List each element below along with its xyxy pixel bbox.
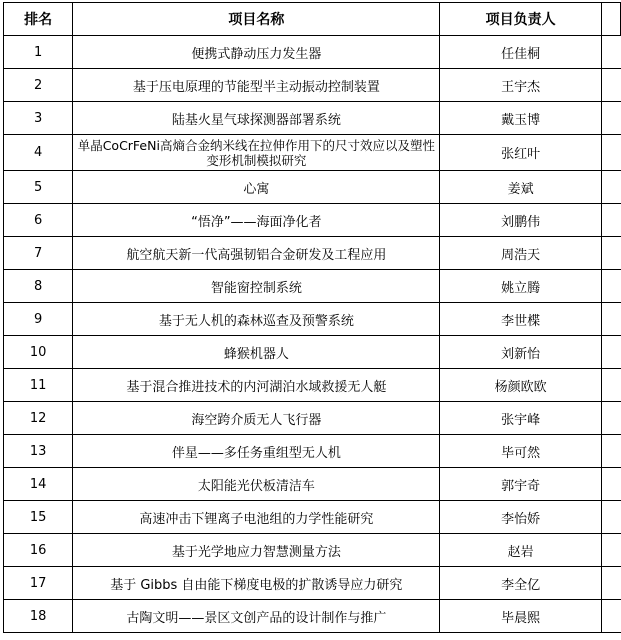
rank-cell: 12 <box>4 402 73 435</box>
table-row <box>4 534 621 567</box>
rank-cell: 17 <box>4 567 73 600</box>
table-row <box>4 336 621 369</box>
leader-cell: 刘鹏伟 <box>440 204 602 237</box>
leader-cell: 姜斌 <box>440 171 602 204</box>
extra-cell <box>602 402 621 435</box>
project-name-cell: 陆基火星气球探测器部署系统 <box>73 102 440 135</box>
rank-cell: 2 <box>4 69 73 102</box>
rank-cell: 1 <box>4 36 73 69</box>
table-row <box>4 501 621 534</box>
project-name-cell: 高速冲击下锂离子电池组的力学性能研究 <box>73 501 440 534</box>
extra-cell <box>602 468 621 501</box>
table-row <box>4 402 621 435</box>
extra-cell <box>602 600 621 633</box>
project-name-cell: 太阳能光伏板清洁车 <box>73 468 440 501</box>
table-row <box>4 135 621 171</box>
leader-cell: 毕晨熙 <box>440 600 602 633</box>
table-row <box>4 600 621 633</box>
rank-cell: 7 <box>4 237 73 270</box>
table-row <box>4 204 621 237</box>
extra-cell <box>602 204 621 237</box>
project-name-cell: 基于混合推进技术的内河湖泊水域救援无人艇 <box>73 369 440 402</box>
table-row <box>4 102 621 135</box>
leader-cell: 张宇峰 <box>440 402 602 435</box>
leader-cell: 戴玉博 <box>440 102 602 135</box>
rank-cell: 9 <box>4 303 73 336</box>
project-name-cell: 基于光学地应力智慧测量方法 <box>73 534 440 567</box>
project-name-cell: 蜂猴机器人 <box>73 336 440 369</box>
extra-cell <box>602 567 621 600</box>
table-row <box>4 567 621 600</box>
leader-cell: 郭宇奇 <box>440 468 602 501</box>
header-project-name: 项目名称 <box>73 3 440 36</box>
rank-cell: 11 <box>4 369 73 402</box>
leader-cell: 王宇杰 <box>440 69 602 102</box>
project-name-cell: 智能窗控制系统 <box>73 270 440 303</box>
rank-cell: 15 <box>4 501 73 534</box>
leader-cell: 杨颜欧欧 <box>440 369 602 402</box>
table-row <box>4 270 621 303</box>
table-row <box>4 237 621 270</box>
rank-cell: 3 <box>4 102 73 135</box>
project-ranking-table <box>3 2 621 633</box>
project-name-cell: 心寓 <box>73 171 440 204</box>
extra-cell <box>602 102 621 135</box>
rank-cell: 5 <box>4 171 73 204</box>
extra-cell <box>602 135 621 171</box>
extra-cell <box>602 501 621 534</box>
leader-cell: 毕可然 <box>440 435 602 468</box>
leader-cell: 李怡娇 <box>440 501 602 534</box>
rank-cell: 4 <box>4 135 73 171</box>
leader-cell: 赵岩 <box>440 534 602 567</box>
leader-cell: 李全亿 <box>440 567 602 600</box>
leader-cell: 任佳桐 <box>440 36 602 69</box>
table-row <box>4 303 621 336</box>
extra-cell <box>602 303 621 336</box>
project-name-cell: 基于压电原理的节能型半主动振动控制装置 <box>73 69 440 102</box>
rank-cell: 13 <box>4 435 73 468</box>
header-row <box>4 3 621 36</box>
extra-cell <box>602 336 621 369</box>
extra-cell <box>602 237 621 270</box>
table-row <box>4 171 621 204</box>
leader-cell: 张红叶 <box>440 135 602 171</box>
table-row <box>4 369 621 402</box>
extra-cell <box>602 534 621 567</box>
extra-cell <box>602 369 621 402</box>
rank-cell: 6 <box>4 204 73 237</box>
header-rank: 排名 <box>4 3 73 36</box>
project-name-cell: “悟净”——海面净化者 <box>73 204 440 237</box>
rank-cell: 10 <box>4 336 73 369</box>
rank-cell: 16 <box>4 534 73 567</box>
extra-cell <box>602 69 621 102</box>
project-name-cell: 航空航天新一代高强韧铝合金研发及工程应用 <box>73 237 440 270</box>
table-row <box>4 36 621 69</box>
table-row <box>4 435 621 468</box>
leader-cell: 李世楪 <box>440 303 602 336</box>
project-name-cell: 古陶文明——景区文创产品的设计制作与推广 <box>73 600 440 633</box>
leader-cell: 刘新怡 <box>440 336 602 369</box>
table-row <box>4 468 621 501</box>
leader-cell: 姚立腾 <box>440 270 602 303</box>
project-name-cell: 基于无人机的森林巡查及预警系统 <box>73 303 440 336</box>
leader-cell: 周浩天 <box>440 237 602 270</box>
extra-cell <box>602 171 621 204</box>
extra-cell <box>602 36 621 69</box>
rank-cell: 18 <box>4 600 73 633</box>
table-row <box>4 69 621 102</box>
extra-cell <box>602 435 621 468</box>
project-name-cell: 便携式静动压力发生器 <box>73 36 440 69</box>
project-name-cell: 单晶CoCrFeNi高熵合金纳米线在拉伸作用下的尺寸效应以及塑性变形机制模拟研究 <box>73 135 440 171</box>
rank-cell: 8 <box>4 270 73 303</box>
project-name-cell: 海空跨介质无人飞行器 <box>73 402 440 435</box>
extra-cell <box>602 270 621 303</box>
header-project-leader: 项目负责人 <box>440 3 602 36</box>
header-extra-cell <box>602 3 621 36</box>
project-name-cell: 伴星——多任务重组型无人机 <box>73 435 440 468</box>
rank-cell: 14 <box>4 468 73 501</box>
project-name-cell: 基于 Gibbs 自由能下梯度电极的扩散诱导应力研究 <box>73 567 440 600</box>
